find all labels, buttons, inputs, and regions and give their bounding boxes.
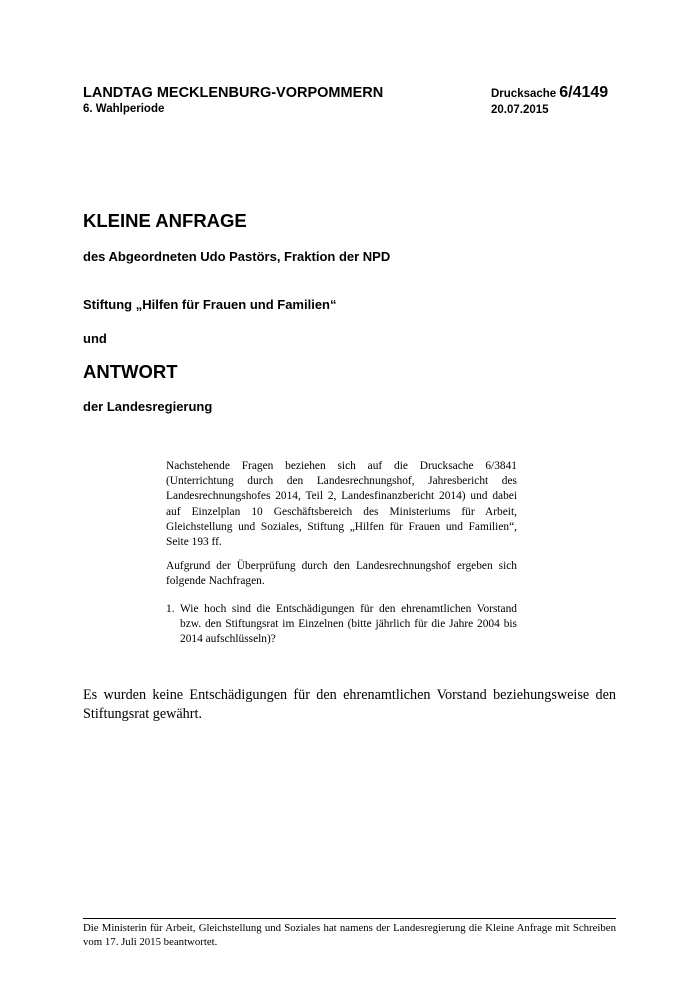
document-number-line bbox=[491, 84, 608, 103]
footer-note: Die Ministerin für Arbeit, Gleichstellung und Soziales hat namens der Landesregierung die Kleine Anfrage mit Schreiben vom 17. Juli 2015 beantwortet. bbox=[83, 922, 616, 948]
state-government-line: der Landesregierung bbox=[83, 399, 213, 414]
document-header-left bbox=[83, 84, 383, 116]
parliament-name: LANDTAG MECKLENBURG-VORPOMMERN bbox=[83, 85, 384, 101]
document-date: 20.07.2015 bbox=[491, 104, 549, 116]
question-followup-paragraph: Aufgrund der Überprüfung durch den Landesrechnungshof ergeben sich folgende Nachfragen. bbox=[166, 560, 517, 588]
inquiry-subject: Stiftung „Hilfen für Frauen und Familien“ bbox=[83, 297, 337, 312]
footer-divider bbox=[83, 918, 616, 919]
answer-text: Es wurden keine Entschädigungen für den ehrenamtlichen Vorstand beziehungsweise den Stiftungsrat gewährt. bbox=[83, 687, 616, 722]
question-intro-paragraph: Nachstehende Fragen beziehen sich auf die Drucksache 6/3841 (Unterrichtung durch den Landesrechnungshof, Jahresbericht des Landesrechnungshofes 2014, Teil 2, Landesfinanzbericht 2014) und dabei auf Einzelplan 10 Geschäftsbereich des Ministeriums für Arbeit, Gleichstellung und Soziales, Stiftung „Hilfen für Frauen und Familien“, Seite 193 ff. bbox=[166, 460, 517, 549]
member-of-parliament-line: des Abgeordneten Udo Pastörs, Fraktion der NPD bbox=[83, 249, 391, 264]
document-header-right bbox=[491, 84, 608, 117]
question-block bbox=[166, 459, 517, 647]
question-item bbox=[166, 602, 517, 648]
kleine-anfrage-heading: KLEINE ANFRAGE bbox=[83, 210, 247, 231]
question-number: 1. bbox=[166, 602, 175, 615]
and-connector: und bbox=[83, 331, 107, 346]
document-number: 6/4149 bbox=[559, 84, 609, 101]
antwort-heading: ANTWORT bbox=[83, 361, 178, 382]
legislative-period: 6. Wahlperiode bbox=[83, 103, 165, 115]
document-label: Drucksache bbox=[491, 88, 557, 100]
question-text: Wie hoch sind die Entschädigungen für den ehrenamtlichen Vorstand bzw. den Stiftungsrat im Einzelnen (bitte jährlich für die Jahre 2004 bis 2014 aufschlüsseln)? bbox=[180, 602, 517, 646]
